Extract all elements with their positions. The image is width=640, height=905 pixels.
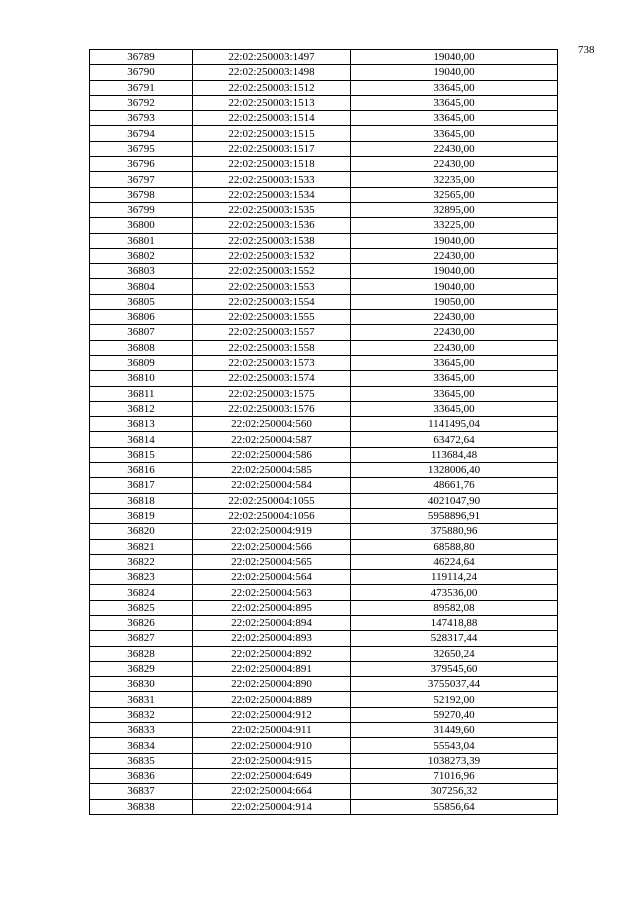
cadastral-number-cell: 22:02:250003:1497	[193, 50, 351, 65]
row-number-cell: 36802	[90, 248, 193, 263]
cadastral-number-cell: 22:02:250003:1575	[193, 386, 351, 401]
row-number-cell: 36821	[90, 539, 193, 554]
cadastral-number-cell: 22:02:250004:1055	[193, 493, 351, 508]
table-row	[90, 141, 558, 156]
cadastral-number-cell: 22:02:250004:1056	[193, 508, 351, 523]
row-number-cell: 36800	[90, 218, 193, 233]
value-cell: 19040,00	[351, 279, 558, 294]
value-cell: 33225,00	[351, 218, 558, 233]
row-number-cell: 36817	[90, 478, 193, 493]
value-cell: 48661,76	[351, 478, 558, 493]
cadastral-number-cell: 22:02:250003:1498	[193, 65, 351, 80]
cadastral-number-cell: 22:02:250003:1558	[193, 340, 351, 355]
cadastral-number-cell: 22:02:250003:1518	[193, 157, 351, 172]
value-cell: 473536,00	[351, 585, 558, 600]
value-cell: 147418,88	[351, 615, 558, 630]
cadastral-number-cell: 22:02:250003:1515	[193, 126, 351, 141]
value-cell: 33645,00	[351, 371, 558, 386]
value-cell: 55543,04	[351, 738, 558, 753]
table-row	[90, 50, 558, 65]
cadastral-number-cell: 22:02:250004:892	[193, 646, 351, 661]
value-cell: 19040,00	[351, 233, 558, 248]
table-row	[90, 172, 558, 187]
value-cell: 1038273,39	[351, 753, 558, 768]
row-number-cell: 36793	[90, 111, 193, 126]
table-row	[90, 355, 558, 370]
cadastral-number-cell: 22:02:250004:911	[193, 723, 351, 738]
value-cell: 46224,64	[351, 554, 558, 569]
row-number-cell: 36811	[90, 386, 193, 401]
table-row	[90, 157, 558, 172]
row-number-cell: 36801	[90, 233, 193, 248]
table-row	[90, 585, 558, 600]
row-number-cell: 36791	[90, 80, 193, 95]
table-row	[90, 126, 558, 141]
value-cell: 307256,32	[351, 784, 558, 799]
row-number-cell: 36815	[90, 447, 193, 462]
row-number-cell: 36792	[90, 95, 193, 110]
table-row	[90, 738, 558, 753]
cadastral-number-cell: 22:02:250003:1538	[193, 233, 351, 248]
value-cell: 63472,64	[351, 432, 558, 447]
table-row	[90, 417, 558, 432]
cadastral-number-cell: 22:02:250004:649	[193, 768, 351, 783]
value-cell: 32235,00	[351, 172, 558, 187]
table-row	[90, 463, 558, 478]
row-number-cell: 36826	[90, 615, 193, 630]
value-cell: 379545,60	[351, 661, 558, 676]
cadastral-number-cell: 22:02:250004:566	[193, 539, 351, 554]
cadastral-number-cell: 22:02:250003:1573	[193, 355, 351, 370]
value-cell: 33645,00	[351, 80, 558, 95]
cadastral-number-cell: 22:02:250003:1557	[193, 325, 351, 340]
cadastral-number-cell: 22:02:250004:891	[193, 661, 351, 676]
table-row	[90, 784, 558, 799]
table-row	[90, 95, 558, 110]
table-row	[90, 279, 558, 294]
row-number-cell: 36825	[90, 600, 193, 615]
table-row	[90, 554, 558, 569]
value-cell: 5958896,91	[351, 508, 558, 523]
value-cell: 31449,60	[351, 723, 558, 738]
value-cell: 32565,00	[351, 187, 558, 202]
row-number-cell: 36835	[90, 753, 193, 768]
table-body	[90, 50, 558, 815]
cadastral-number-cell: 22:02:250004:664	[193, 784, 351, 799]
value-cell: 119114,24	[351, 570, 558, 585]
cadastral-number-cell: 22:02:250003:1534	[193, 187, 351, 202]
row-number-cell: 36812	[90, 401, 193, 416]
value-cell: 22430,00	[351, 325, 558, 340]
row-number-cell: 36803	[90, 264, 193, 279]
value-cell: 22430,00	[351, 340, 558, 355]
table-row	[90, 768, 558, 783]
row-number-cell: 36799	[90, 202, 193, 217]
table-row	[90, 294, 558, 309]
value-cell: 33645,00	[351, 355, 558, 370]
row-number-cell: 36837	[90, 784, 193, 799]
row-number-cell: 36796	[90, 157, 193, 172]
row-number-cell: 36823	[90, 570, 193, 585]
table-row	[90, 600, 558, 615]
table-row	[90, 65, 558, 80]
cadastral-number-cell: 22:02:250004:585	[193, 463, 351, 478]
row-number-cell: 36822	[90, 554, 193, 569]
table-row	[90, 447, 558, 462]
value-cell: 89582,08	[351, 600, 558, 615]
value-cell: 68588,80	[351, 539, 558, 554]
value-cell: 33645,00	[351, 111, 558, 126]
row-number-cell: 36795	[90, 141, 193, 156]
value-cell: 22430,00	[351, 141, 558, 156]
table-row	[90, 325, 558, 340]
cadastral-number-cell: 22:02:250004:912	[193, 707, 351, 722]
table-row	[90, 570, 558, 585]
table-row	[90, 508, 558, 523]
row-number-cell: 36814	[90, 432, 193, 447]
value-cell: 32650,24	[351, 646, 558, 661]
table-row	[90, 539, 558, 554]
row-number-cell: 36813	[90, 417, 193, 432]
row-number-cell: 36790	[90, 65, 193, 80]
cadastral-number-cell: 22:02:250004:889	[193, 692, 351, 707]
table-row	[90, 478, 558, 493]
cadastral-number-cell: 22:02:250004:919	[193, 524, 351, 539]
cadastral-number-cell: 22:02:250004:565	[193, 554, 351, 569]
cadastral-number-cell: 22:02:250003:1532	[193, 248, 351, 263]
value-cell: 33645,00	[351, 126, 558, 141]
cadastral-number-cell: 22:02:250004:914	[193, 799, 351, 814]
row-number-cell: 36797	[90, 172, 193, 187]
row-number-cell: 36807	[90, 325, 193, 340]
table-row	[90, 218, 558, 233]
cadastral-number-cell: 22:02:250004:584	[193, 478, 351, 493]
cadastral-number-cell: 22:02:250003:1555	[193, 310, 351, 325]
table-row	[90, 524, 558, 539]
table-row	[90, 264, 558, 279]
table-row	[90, 753, 558, 768]
cadastral-number-cell: 22:02:250003:1553	[193, 279, 351, 294]
cadastral-number-cell: 22:02:250004:893	[193, 631, 351, 646]
cadastral-number-cell: 22:02:250004:586	[193, 447, 351, 462]
cadastral-number-cell: 22:02:250004:895	[193, 600, 351, 615]
table-row	[90, 677, 558, 692]
value-cell: 33645,00	[351, 401, 558, 416]
table-row	[90, 401, 558, 416]
page-number: 738	[578, 44, 595, 56]
value-cell: 55856,64	[351, 799, 558, 814]
cadastral-number-cell: 22:02:250004:894	[193, 615, 351, 630]
table-row	[90, 187, 558, 202]
table-row	[90, 615, 558, 630]
table-row	[90, 371, 558, 386]
value-cell: 19040,00	[351, 65, 558, 80]
table-row	[90, 202, 558, 217]
value-cell: 22430,00	[351, 157, 558, 172]
row-number-cell: 36820	[90, 524, 193, 539]
row-number-cell: 36832	[90, 707, 193, 722]
row-number-cell: 36808	[90, 340, 193, 355]
cadastral-number-cell: 22:02:250003:1576	[193, 401, 351, 416]
table-row	[90, 493, 558, 508]
value-cell: 71016,96	[351, 768, 558, 783]
row-number-cell: 36818	[90, 493, 193, 508]
row-number-cell: 36833	[90, 723, 193, 738]
table-row	[90, 723, 558, 738]
row-number-cell: 36804	[90, 279, 193, 294]
value-cell: 113684,48	[351, 447, 558, 462]
value-cell: 33645,00	[351, 386, 558, 401]
table-row	[90, 799, 558, 814]
cadastral-number-cell: 22:02:250004:560	[193, 417, 351, 432]
value-cell: 1141495,04	[351, 417, 558, 432]
value-cell: 3755037,44	[351, 677, 558, 692]
row-number-cell: 36806	[90, 310, 193, 325]
row-number-cell: 36809	[90, 355, 193, 370]
row-number-cell: 36836	[90, 768, 193, 783]
table-row	[90, 707, 558, 722]
row-number-cell: 36794	[90, 126, 193, 141]
row-number-cell: 36828	[90, 646, 193, 661]
cadastral-number-cell: 22:02:250003:1552	[193, 264, 351, 279]
row-number-cell: 36830	[90, 677, 193, 692]
table-row	[90, 340, 558, 355]
table-row	[90, 661, 558, 676]
value-cell: 528317,44	[351, 631, 558, 646]
row-number-cell: 36834	[90, 738, 193, 753]
value-cell: 375880,96	[351, 524, 558, 539]
value-cell: 19040,00	[351, 50, 558, 65]
value-cell: 33645,00	[351, 95, 558, 110]
value-cell: 19050,00	[351, 294, 558, 309]
cadastral-number-cell: 22:02:250004:915	[193, 753, 351, 768]
cadastral-number-cell: 22:02:250004:563	[193, 585, 351, 600]
table-row	[90, 310, 558, 325]
table-row	[90, 692, 558, 707]
row-number-cell: 36824	[90, 585, 193, 600]
table-row	[90, 111, 558, 126]
table-row	[90, 248, 558, 263]
table-row	[90, 386, 558, 401]
row-number-cell: 36819	[90, 508, 193, 523]
value-cell: 1328006,40	[351, 463, 558, 478]
cadastral-number-cell: 22:02:250003:1513	[193, 95, 351, 110]
cadastral-number-cell: 22:02:250003:1533	[193, 172, 351, 187]
table-row	[90, 80, 558, 95]
table-row	[90, 646, 558, 661]
table-row	[90, 631, 558, 646]
cadastral-number-cell: 22:02:250004:564	[193, 570, 351, 585]
cadastral-number-cell: 22:02:250003:1574	[193, 371, 351, 386]
row-number-cell: 36838	[90, 799, 193, 814]
row-number-cell: 36831	[90, 692, 193, 707]
value-cell: 4021047,90	[351, 493, 558, 508]
value-cell: 59270,40	[351, 707, 558, 722]
value-cell: 19040,00	[351, 264, 558, 279]
row-number-cell: 36789	[90, 50, 193, 65]
row-number-cell: 36810	[90, 371, 193, 386]
table-row	[90, 233, 558, 248]
cadastral-number-cell: 22:02:250003:1554	[193, 294, 351, 309]
value-cell: 32895,00	[351, 202, 558, 217]
cadastral-number-cell: 22:02:250003:1535	[193, 202, 351, 217]
cadastral-number-cell: 22:02:250003:1517	[193, 141, 351, 156]
data-table	[89, 49, 558, 815]
row-number-cell: 36798	[90, 187, 193, 202]
value-cell: 22430,00	[351, 248, 558, 263]
row-number-cell: 36805	[90, 294, 193, 309]
row-number-cell: 36827	[90, 631, 193, 646]
cadastral-number-cell: 22:02:250004:587	[193, 432, 351, 447]
table-row	[90, 432, 558, 447]
cadastral-number-cell: 22:02:250004:910	[193, 738, 351, 753]
cadastral-number-cell: 22:02:250003:1514	[193, 111, 351, 126]
cadastral-number-cell: 22:02:250003:1536	[193, 218, 351, 233]
cadastral-number-cell: 22:02:250004:890	[193, 677, 351, 692]
value-cell: 22430,00	[351, 310, 558, 325]
value-cell: 52192,00	[351, 692, 558, 707]
row-number-cell: 36829	[90, 661, 193, 676]
row-number-cell: 36816	[90, 463, 193, 478]
cadastral-number-cell: 22:02:250003:1512	[193, 80, 351, 95]
